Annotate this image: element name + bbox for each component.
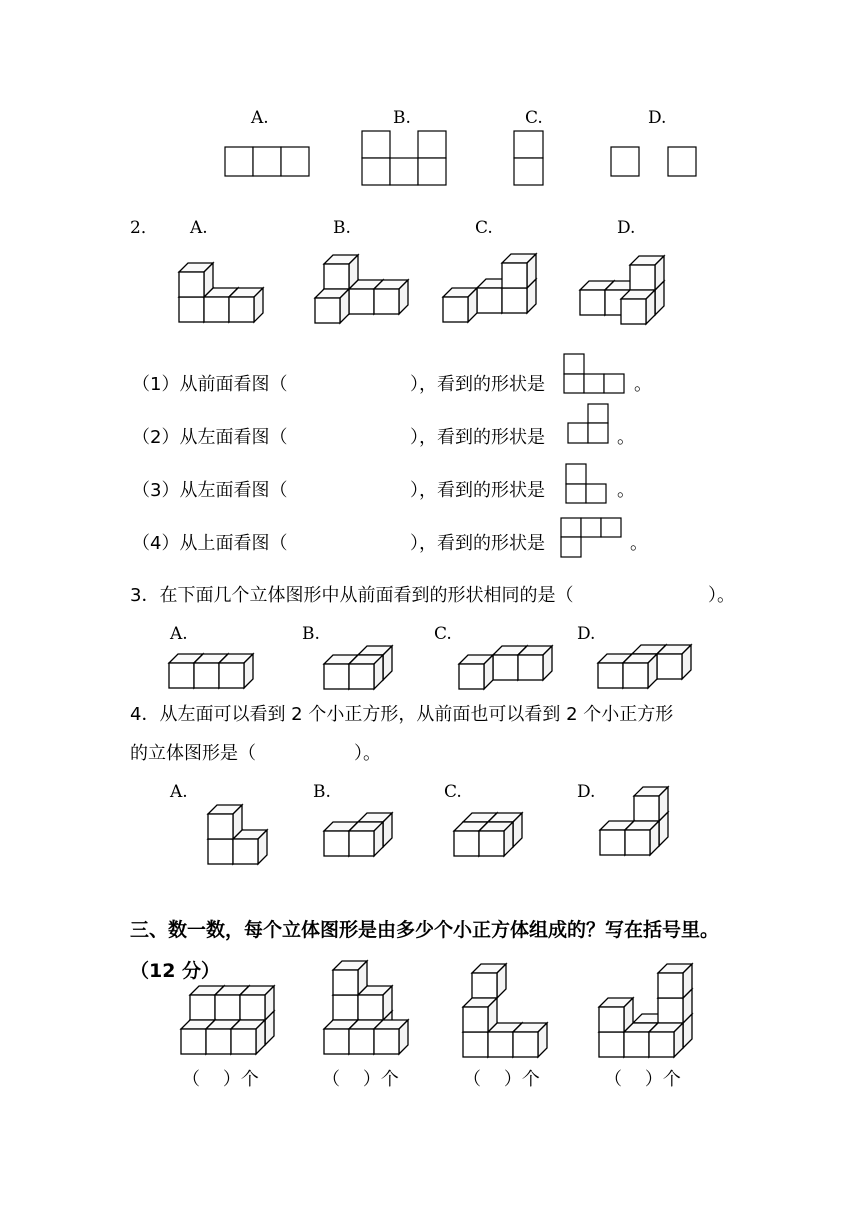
q2-option-a-label: A. (190, 218, 208, 238)
section3-score: （12 分） (130, 960, 221, 982)
q4-question-line2: 的立体图形是（ (130, 743, 256, 764)
q2-option-d-label: D. (617, 218, 636, 238)
cube (625, 821, 659, 855)
cube (518, 646, 552, 680)
cube (513, 1023, 547, 1057)
cube (219, 654, 253, 688)
section3-answer-3: （ ）个 (463, 1069, 540, 1090)
q4-question-line1: 4．从左面可以看到 2 个小正方形，从前面也可以看到 2 个小正方形 (130, 704, 674, 725)
q2-item-2-end: 。 (617, 427, 635, 448)
cube (374, 280, 408, 314)
q1-option-a-label: A. (251, 108, 269, 128)
q3-question: 3．在下面几个立体图形中从前面看到的形状相同的是（ (130, 585, 574, 606)
q2-item-4-prefix: （4）从上面看图（ (132, 533, 288, 554)
q1-option-b-label: B. (393, 108, 411, 128)
q2-item-1-suffix: ），看到的形状是 (410, 374, 545, 395)
q2-option-b-label: B. (333, 218, 351, 238)
q1-option-c-figure (513, 130, 545, 188)
q2-item-1-view-figure (563, 353, 629, 395)
q2-item-2-suffix: ），看到的形状是 (410, 427, 545, 448)
section3-figure-4 (598, 965, 698, 1059)
q1-option-b-figure (361, 130, 449, 188)
q1-option-d-label: D. (648, 108, 667, 128)
q2-item-4-end: 。 (630, 533, 648, 554)
section3-figure-1 (180, 984, 280, 1056)
q4-option-a-figure (207, 802, 273, 866)
q3-option-a-label: A. (170, 624, 188, 644)
section3-title: 三、数一数，每个立体图形是由多少个小正方体组成的？写在括号里。 (130, 919, 720, 941)
cube (502, 254, 536, 288)
q4-answer-close: ）。 (354, 743, 381, 764)
cube (324, 255, 358, 289)
q3-option-d-label: D. (577, 624, 596, 644)
cube (358, 986, 392, 1020)
q2-item-3-view-figure (564, 463, 610, 505)
section3-answer-2: （ ）个 (322, 1069, 399, 1090)
q1-option-d-figure (610, 146, 700, 178)
q4-option-c-label: C. (444, 782, 462, 802)
q3-option-c-figure (458, 645, 530, 691)
q3-option-a-figure (168, 650, 258, 690)
q2-item-3-end: 。 (617, 480, 635, 501)
q3-option-b-figure (323, 645, 389, 691)
cube (179, 263, 213, 297)
q2-option-c-label: C. (475, 218, 493, 238)
q4-option-a-label: A. (170, 782, 188, 802)
cube (333, 961, 367, 995)
q3-option-d-figure (597, 640, 669, 690)
q1-option-a-figure (224, 146, 312, 178)
cube (349, 822, 383, 856)
q3-answer-close: ）。 (708, 585, 735, 606)
cube (658, 964, 692, 998)
cube (208, 805, 242, 839)
cube (315, 289, 349, 323)
q2-item-4-view-figure (560, 517, 626, 559)
q2-number: 2． (130, 218, 158, 238)
q2-item-3-prefix: （3）从左面看图（ (132, 480, 288, 501)
cube (459, 655, 493, 689)
section3-answer-1: （ ）个 (182, 1069, 259, 1090)
cube (657, 645, 691, 679)
cube (479, 822, 513, 856)
cube (229, 288, 263, 322)
cube (623, 654, 657, 688)
q2-option-c-figure (442, 254, 542, 324)
cube (649, 1023, 683, 1057)
section3-figure-3 (462, 967, 562, 1059)
cube (233, 830, 267, 864)
cube (463, 998, 497, 1032)
q2-option-d-figure (570, 258, 670, 326)
cube (630, 256, 664, 290)
q4-option-d-label: D. (577, 782, 596, 802)
section3-answer-4: （ ）个 (604, 1069, 681, 1090)
q2-option-b-figure (314, 255, 414, 325)
q3-option-b-label: B. (302, 624, 320, 644)
cube (443, 288, 477, 322)
cube (634, 787, 668, 821)
cube (240, 986, 274, 1020)
q4-option-c-figure (453, 808, 529, 858)
q3-option-c-label: C. (434, 624, 452, 644)
cube (472, 964, 506, 998)
q2-item-2-view-figure (566, 403, 612, 445)
q1-option-c-label: C. (525, 108, 543, 128)
cube (349, 655, 383, 689)
cube (374, 1020, 408, 1054)
q2-option-a-figure (178, 262, 278, 324)
cube (599, 998, 633, 1032)
q2-item-4-suffix: ），看到的形状是 (410, 533, 545, 554)
q2-item-1-end: 。 (634, 374, 652, 395)
q2-item-1-prefix: （1）从前面看图（ (132, 374, 288, 395)
cube (621, 290, 655, 324)
q4-option-d-figure (599, 793, 665, 857)
q4-option-b-figure (323, 812, 389, 858)
cube (231, 1020, 265, 1054)
section3-figure-2 (323, 962, 423, 1056)
q2-item-3-suffix: ），看到的形状是 (410, 480, 545, 501)
q2-item-2-prefix: （2）从左面看图（ (132, 427, 288, 448)
q4-option-b-label: B. (313, 782, 331, 802)
